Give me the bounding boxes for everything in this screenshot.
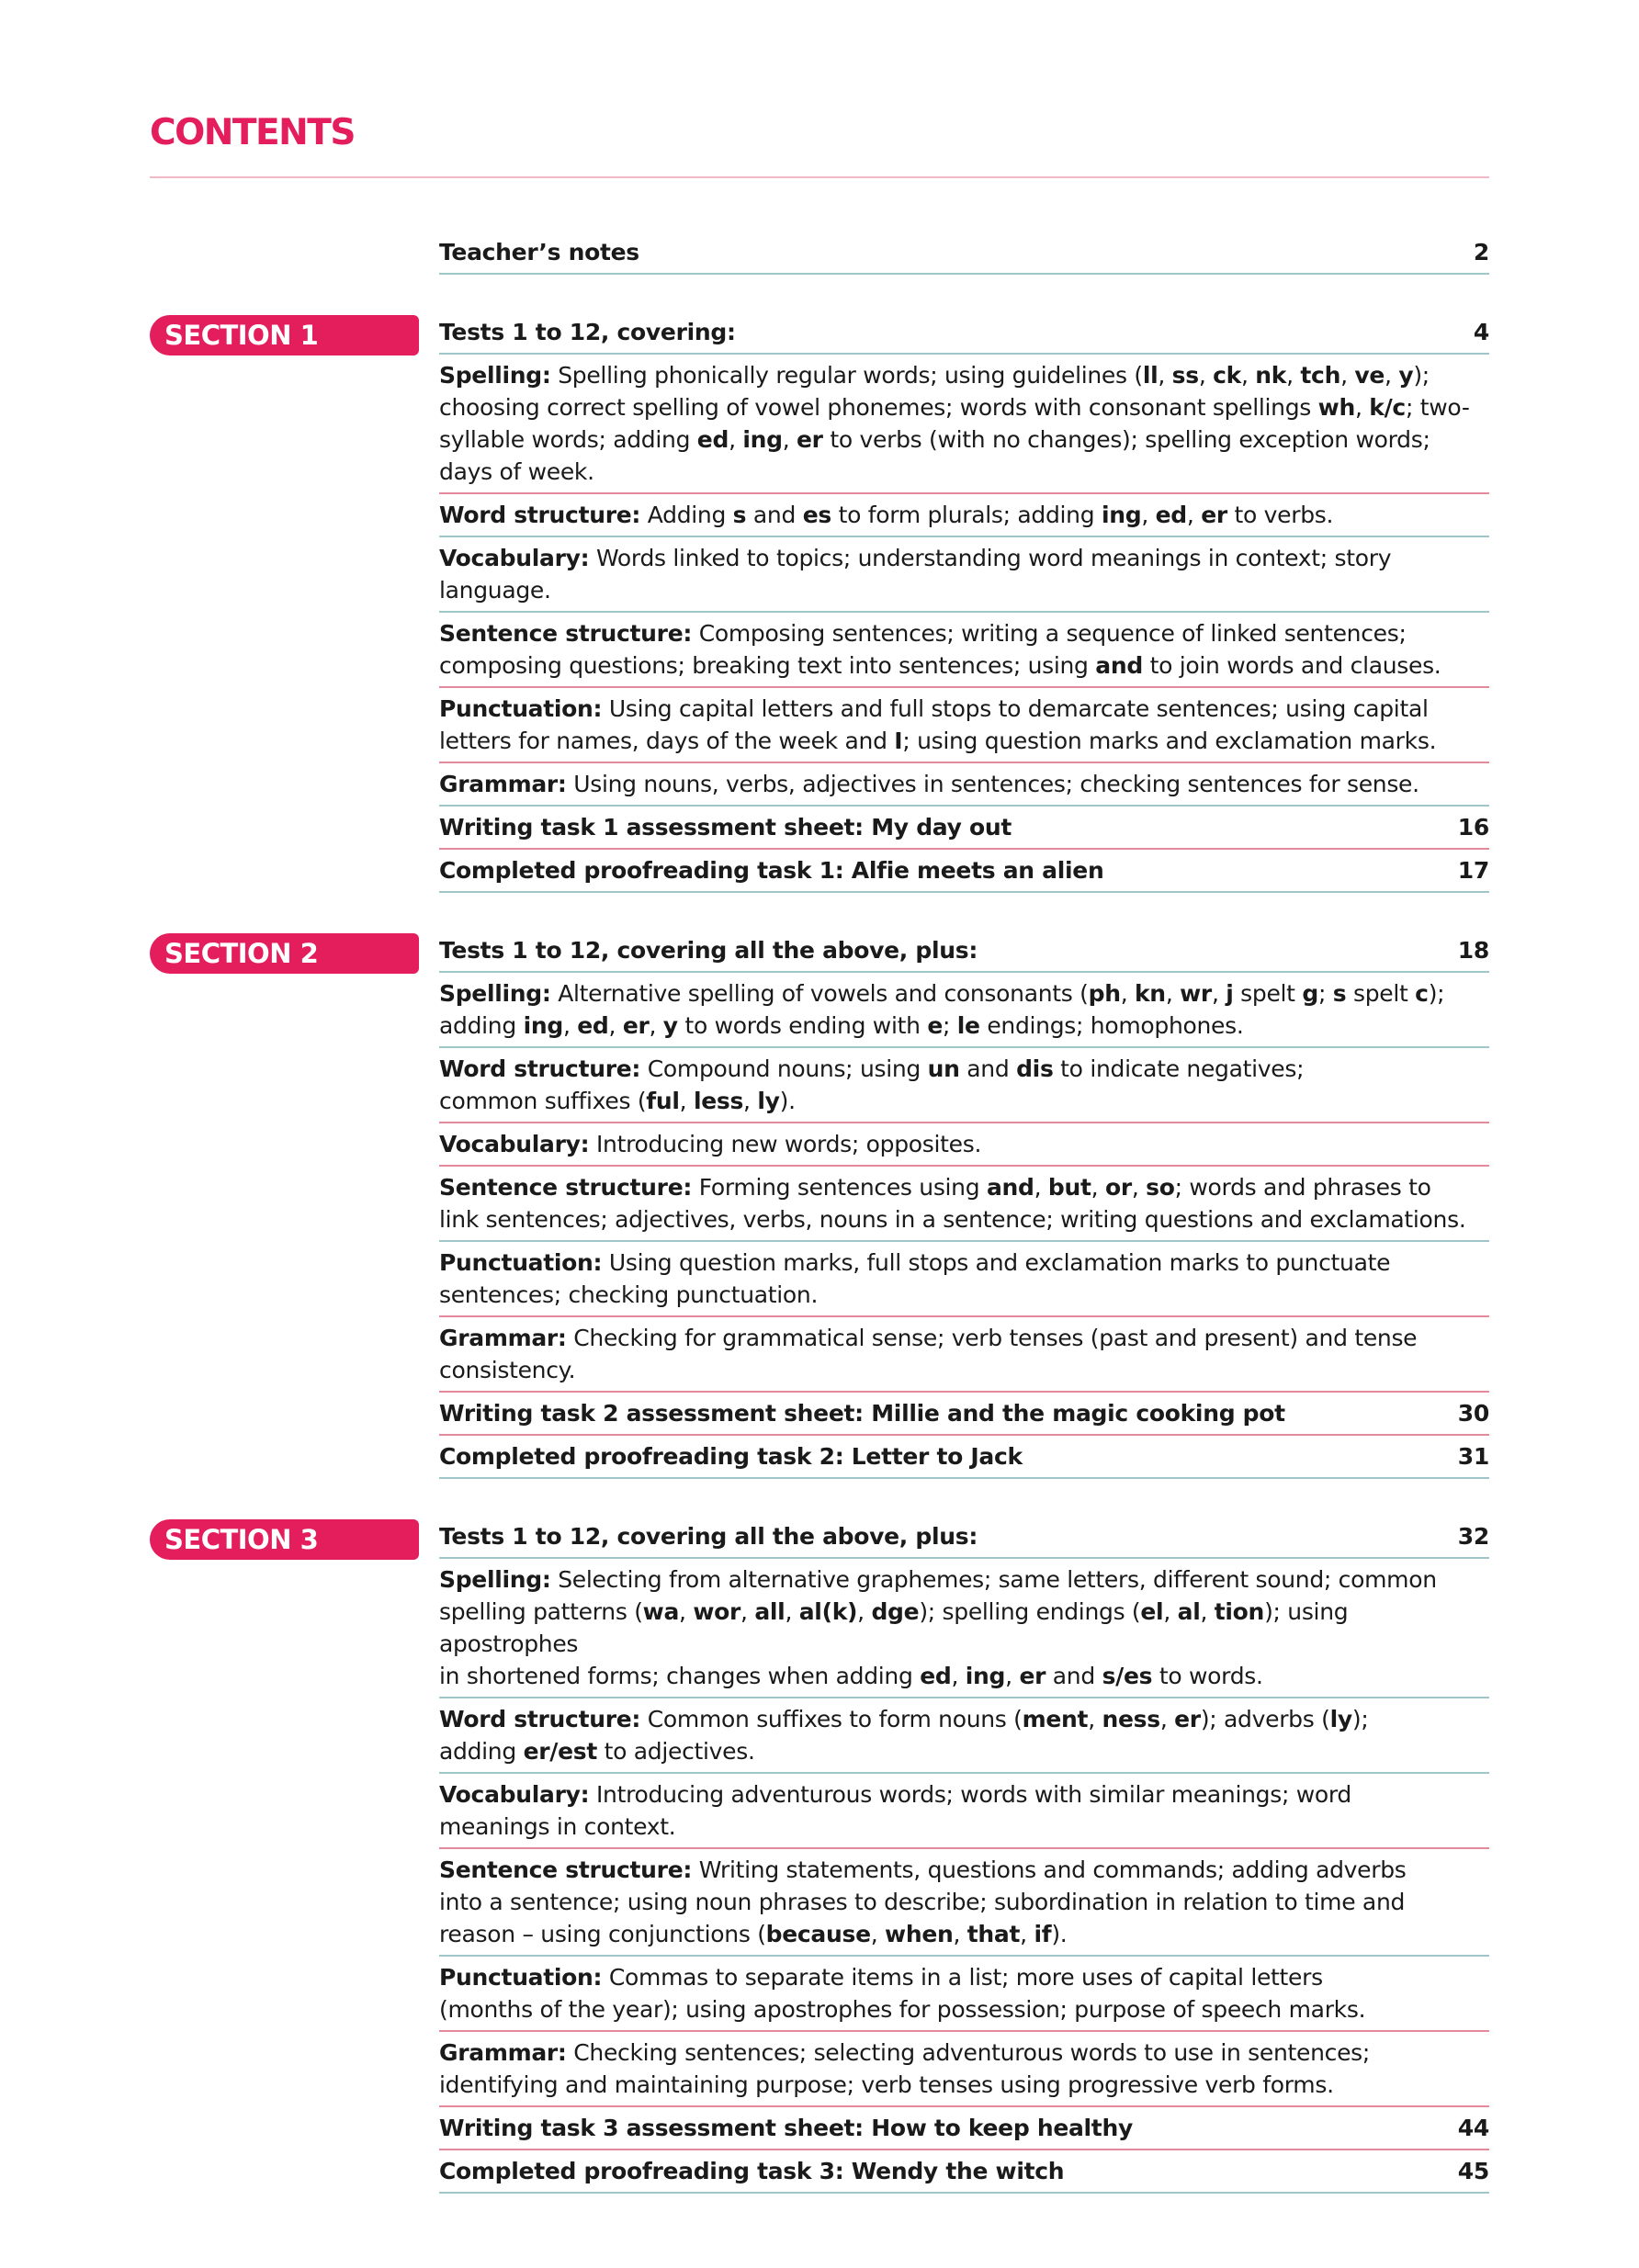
proofreading-task-label: Completed proofreading task 2: Letter to Jack (439, 1443, 1023, 1470)
topic-row (439, 688, 1489, 763)
proofreading-task-page: 17 (1457, 857, 1489, 884)
topic-name: Grammar: (439, 2039, 567, 2066)
section-2-heading-row[interactable] (439, 930, 1489, 973)
proofreading-task-page: 31 (1457, 1443, 1489, 1470)
proofreading-task-label: Completed proofreading task 1: Alfie meets an alien (439, 857, 1104, 884)
section-2-badge: SECTION 2 (150, 933, 419, 974)
writing-task-label: Writing task 1 assessment sheet: My day out (439, 814, 1012, 841)
topic-text: Punctuation: Using capital letters and full stops to demarcate sentences; using capital letters for names, days of the week and I; using question marks and exclamation marks. (439, 695, 1437, 754)
topic-row (439, 1317, 1489, 1393)
writing-task-row[interactable] (439, 1393, 1489, 1436)
topic-text: Grammar: Using nouns, verbs, adjectives in sentences; checking sentences for sense. (439, 771, 1419, 797)
topic-text: Word structure: Adding s and es to form plurals; adding ing, ed, er to verbs. (439, 502, 1334, 528)
topic-text: Sentence structure: Composing sentences; writing a sequence of linked sentences; composing questions; breaking text into sentences; using and to join words and clauses. (439, 620, 1441, 679)
writing-task-label: Writing task 3 assessment sheet: How to keep healthy (439, 2115, 1133, 2141)
page-title: CONTENTS (150, 112, 355, 153)
topic-text: Vocabulary: Introducing new words; opposites. (439, 1131, 982, 1157)
topic-text: Sentence structure: Writing statements, questions and commands; adding adverbs into a sentence; using noun phrases to describe; subordination in relation to time and reason – using conjunctions (because, when, that, if). (439, 1856, 1407, 1947)
contents-list (439, 231, 1489, 2194)
topic-row (439, 1774, 1489, 1849)
writing-task-row[interactable] (439, 2107, 1489, 2150)
topic-row (439, 2032, 1489, 2107)
topic-name: Punctuation: (439, 695, 603, 722)
proofreading-task-row[interactable] (439, 2150, 1489, 2194)
section-1-heading-row[interactable] (439, 311, 1489, 355)
topic-name: Vocabulary: (439, 1781, 590, 1808)
topic-row (439, 1559, 1489, 1698)
topic-name: Word structure: (439, 502, 641, 528)
section-heading: Tests 1 to 12, covering all the above, plus: (439, 1523, 978, 1550)
topic-row (439, 537, 1489, 613)
writing-task-page: 30 (1457, 1400, 1489, 1427)
teachers-notes-row[interactable] (439, 231, 1489, 275)
writing-task-label: Writing task 2 assessment sheet: Millie and the magic cooking pot (439, 1400, 1285, 1427)
section-3-badge: SECTION 3 (150, 1519, 419, 1560)
proofreading-task-page: 45 (1457, 2158, 1489, 2184)
topic-row (439, 1242, 1489, 1317)
topic-row (439, 1167, 1489, 1242)
writing-task-page: 16 (1457, 814, 1489, 841)
section-heading: Tests 1 to 12, covering: (439, 319, 736, 345)
section-page: 18 (1457, 937, 1489, 964)
topic-name: Punctuation: (439, 1964, 603, 1991)
topic-row (439, 494, 1489, 537)
topic-name: Sentence structure: (439, 620, 693, 647)
topic-name: Grammar: (439, 1325, 567, 1351)
topic-row (439, 355, 1489, 494)
topic-text: Vocabulary: Introducing adventurous words; words with similar meanings; word meanings in context. (439, 1781, 1351, 1840)
topic-text: Vocabulary: Words linked to topics; understanding word meanings in context; story language. (439, 545, 1392, 604)
writing-task-page: 44 (1457, 2115, 1489, 2141)
proofreading-task-row[interactable] (439, 1436, 1489, 1479)
topic-text: Punctuation: Commas to separate items in a list; more uses of capital letters (months of the year); using apostrophes for possession; purpose of speech marks. (439, 1964, 1366, 2023)
topic-text: Spelling: Selecting from alternative graphemes; same letters, different sound; common spelling patterns (wa, wor, all, al(k), dge); spelling endings (el, al, tion); using apostrophes in shortened forms; changes when adding ed, ing, er and s/es to words. (439, 1566, 1437, 1689)
writing-task-row[interactable] (439, 807, 1489, 850)
section-page: 4 (1473, 319, 1489, 345)
topic-name: Grammar: (439, 771, 567, 797)
topic-name: Word structure: (439, 1055, 641, 1082)
topic-name: Sentence structure: (439, 1174, 693, 1201)
teachers-notes-page: 2 (1473, 239, 1489, 265)
topic-text: Spelling: Spelling phonically regular words; using guidelines (ll, ss, ck, nk, tch, ve, y); choosing correct spelling of vowel phonemes; words with consonant spellings wh, k/c; two-syllable words; adding ed, ing, er to verbs (with no changes); spelling exception words; days of week. (439, 362, 1470, 485)
title-divider (150, 176, 1489, 178)
topic-text: Grammar: Checking sentences; selecting adventurous words to use in sentences; identifying and maintaining purpose; verb tenses using progressive verb forms. (439, 2039, 1371, 2098)
topic-name: Vocabulary: (439, 1131, 590, 1157)
topic-name: Spelling: (439, 362, 551, 389)
topic-text: Grammar: Checking for grammatical sense; verb tenses (past and present) and tense consistency. (439, 1325, 1418, 1383)
topic-text: Spelling: Alternative spelling of vowels and consonants (ph, kn, wr, j spelt g; s spelt c); adding ing, ed, er, y to words ending with e; le endings; homophones. (439, 980, 1445, 1039)
topic-name: Punctuation: (439, 1249, 603, 1276)
topic-text: Word structure: Common suffixes to form nouns (ment, ness, er); adverbs (ly); adding er/est to adjectives. (439, 1706, 1369, 1765)
section-3-heading-row[interactable] (439, 1516, 1489, 1559)
topic-row (439, 763, 1489, 807)
topic-name: Spelling: (439, 1566, 551, 1593)
topic-text: Word structure: Compound nouns; using un and dis to indicate negatives; common suffixes (ful, less, ly). (439, 1055, 1305, 1114)
section-gap (439, 1479, 1489, 1516)
topic-name: Sentence structure: (439, 1856, 693, 1883)
topic-row (439, 1048, 1489, 1123)
section-page: 32 (1457, 1523, 1489, 1550)
section-gap (439, 893, 1489, 930)
section-heading: Tests 1 to 12, covering all the above, plus: (439, 937, 978, 964)
topic-row (439, 613, 1489, 688)
topic-row (439, 1698, 1489, 1774)
teachers-notes-label: Teacher’s notes (439, 239, 639, 265)
proofreading-task-label: Completed proofreading task 3: Wendy the witch (439, 2158, 1065, 2184)
section-1-badge: SECTION 1 (150, 315, 419, 355)
topic-row (439, 1123, 1489, 1167)
topic-text: Sentence structure: Forming sentences using and, but, or, so; words and phrases to link sentences; adjectives, verbs, nouns in a sentence; writing questions and exclamations. (439, 1174, 1466, 1233)
topic-text: Punctuation: Using question marks, full stops and exclamation marks to punctuate sentences; checking punctuation. (439, 1249, 1391, 1308)
topic-row (439, 973, 1489, 1048)
topic-name: Word structure: (439, 1706, 641, 1732)
topic-name: Spelling: (439, 980, 551, 1007)
section-gap (439, 275, 1489, 311)
topic-name: Vocabulary: (439, 545, 590, 571)
topic-row (439, 1957, 1489, 2032)
proofreading-task-row[interactable] (439, 850, 1489, 893)
topic-row (439, 1849, 1489, 1957)
